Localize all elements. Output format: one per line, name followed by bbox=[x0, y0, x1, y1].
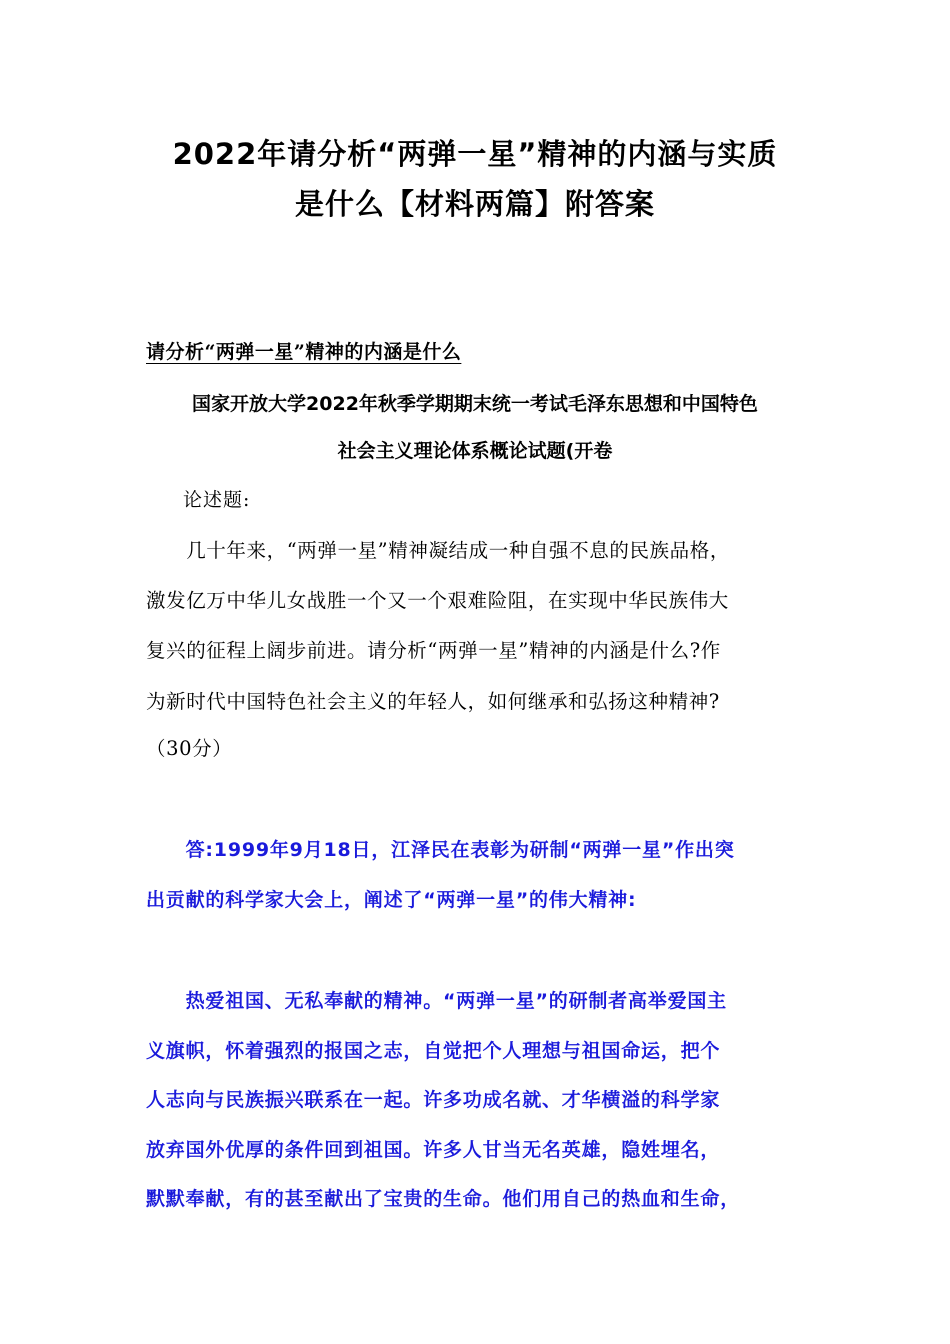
answer-para2-line-5: 默默奉献，有的甚至献出了宝贵的生命。他们用自己的热血和生命， bbox=[146, 1188, 741, 1210]
answer-para2-line-1: 热爱祖国、无私奉献的精神。“两弹一星”的研制者高举爱国主 bbox=[146, 990, 727, 1012]
question-line-3: 复兴的征程上阔步前进。请分析“两弹一星”精神的内涵是什么?作 bbox=[146, 639, 721, 662]
exam-title-line-2: 社会主义理论体系概论试题(开卷 bbox=[337, 440, 613, 462]
exam-title-line-1: 国家开放大学2022年秋季学期期末统一考试毛泽东思想和中国特色 bbox=[192, 393, 758, 415]
answer-para1-line-1: 答:1999年9月18日，江泽民在表彰为研制“两弹一星”作出突 bbox=[146, 839, 735, 861]
section-heading: 请分析“两弹一星”精神的内涵是什么 bbox=[146, 341, 462, 363]
question-line-5: （30分） bbox=[146, 737, 233, 760]
question-line-1: 几十年来，“两弹一星”精神凝结成一种自强不息的民族品格， bbox=[146, 539, 730, 562]
answer-para1-line-2: 出贡献的科学家大会上，阐述了“两弹一星”的伟大精神: bbox=[146, 889, 637, 911]
question-label: 论述题: bbox=[183, 489, 251, 511]
answer-para2-line-2: 义旗帜，怀着强烈的报国之志，自觉把个人理想与祖国命运，把个 bbox=[146, 1040, 721, 1062]
answer-para2-line-3: 人志向与民族振兴联系在一起。许多功成名就、才华横溢的科学家 bbox=[146, 1089, 721, 1111]
document-title-line-1: 2022年请分析“两弹一星”精神的内涵与实质 bbox=[172, 137, 778, 171]
answer-para2-line-4: 放弃国外优厚的条件回到祖国。许多人甘当无名英雄，隐姓埋名， bbox=[146, 1139, 721, 1161]
question-line-2: 激发亿万中华儿女战胜一个又一个艰难险阻，在实现中华民族伟大 bbox=[146, 589, 729, 612]
question-line-4: 为新时代中国特色社会主义的年轻人，如何继承和弘扬这种精神? bbox=[146, 690, 720, 713]
document-title-line-2: 是什么【材料两篇】附答案 bbox=[294, 187, 655, 221]
